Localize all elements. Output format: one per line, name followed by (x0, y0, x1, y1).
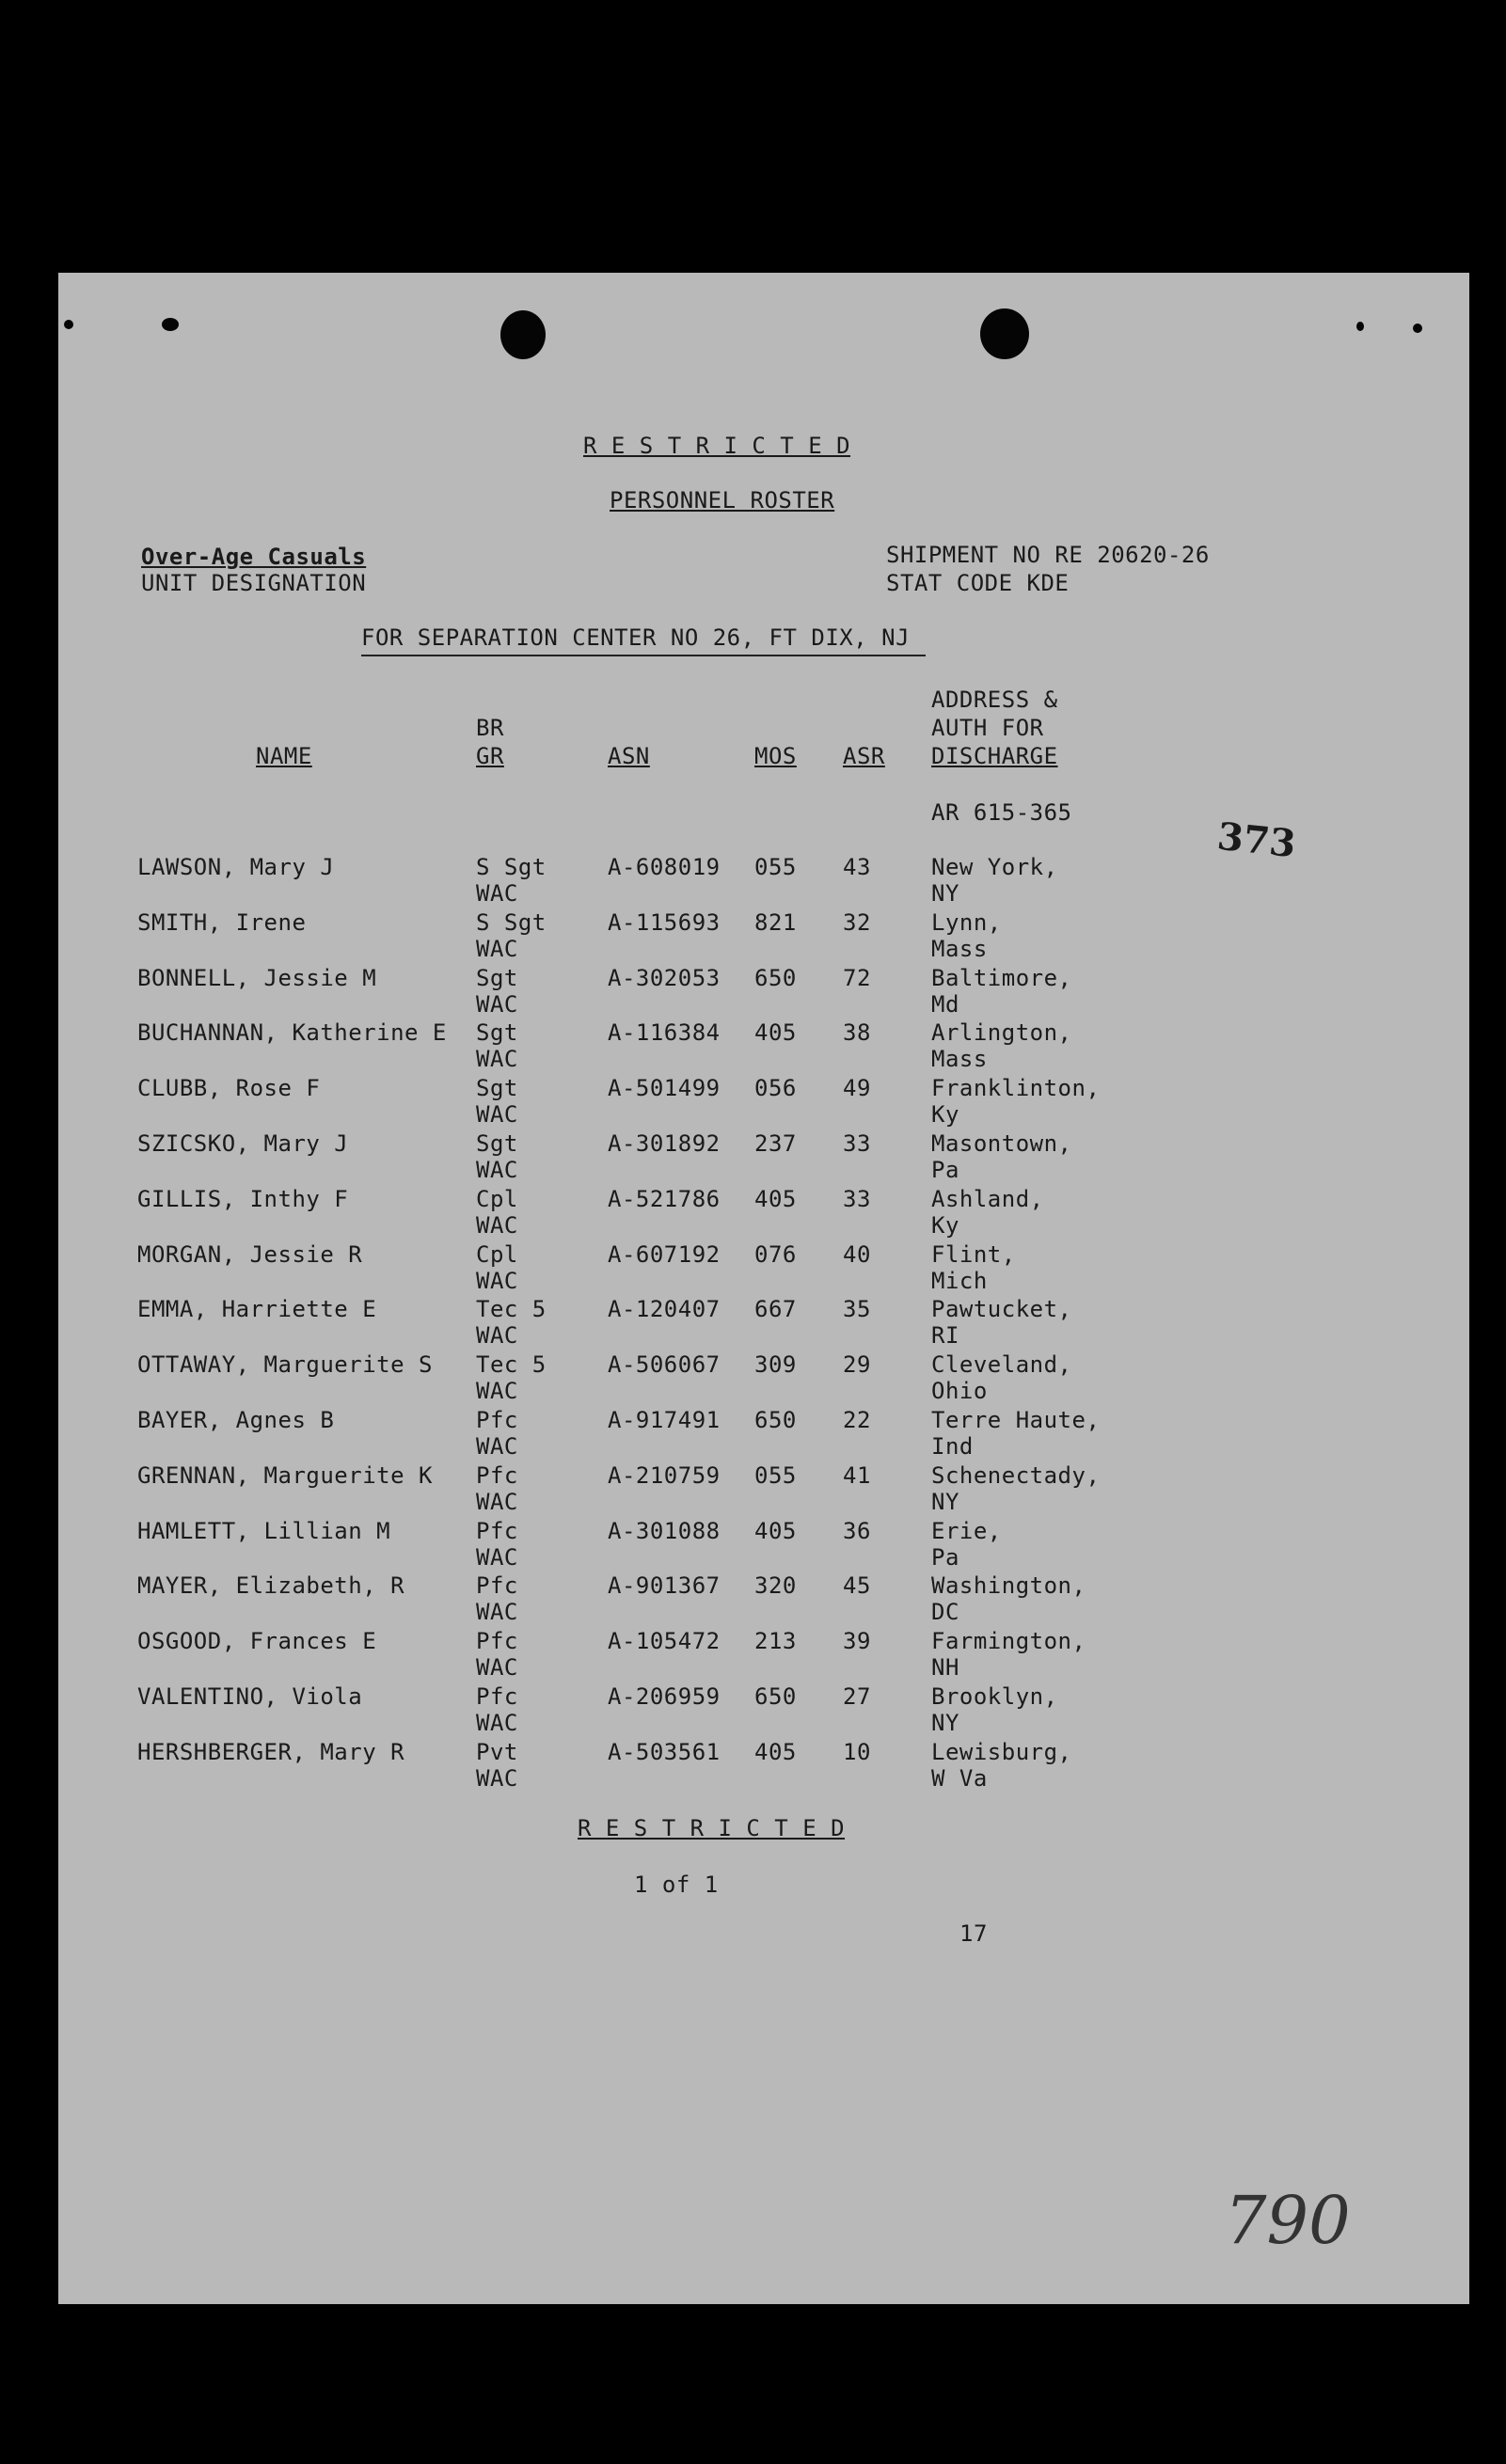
cell-mos: 055 (754, 1462, 797, 1489)
cell-branch: WAC (476, 936, 518, 962)
cell-asn: A-506067 (608, 1351, 721, 1378)
cell-mos: 213 (754, 1628, 797, 1654)
cell-mos: 055 (754, 854, 797, 880)
cell-name: BAYER, Agnes B (137, 1407, 335, 1433)
cell-grade: Sgt (476, 1019, 518, 1046)
cell-asr: 33 (843, 1130, 871, 1157)
page-number: 17 (959, 1920, 988, 1947)
cell-asr: 10 (843, 1739, 871, 1765)
cell-state: Ky (931, 1212, 959, 1239)
cell-city: Farmington, (931, 1628, 1086, 1654)
cell-name: BUCHANNAN, Katherine E (137, 1019, 447, 1046)
cell-asn: A-607192 (608, 1241, 721, 1268)
cell-name: VALENTINO, Viola (137, 1683, 363, 1710)
page-of-count: 1 of 1 (634, 1872, 719, 1898)
cell-asn: A-115693 (608, 909, 721, 936)
cell-mos: 405 (754, 1739, 797, 1765)
cell-grade: Sgt (476, 965, 518, 991)
cell-mos: 405 (754, 1518, 797, 1544)
cell-name: LAWSON, Mary J (137, 854, 335, 880)
cell-branch: WAC (476, 1654, 518, 1681)
document-page (58, 273, 1469, 2304)
column-name: NAME (256, 743, 312, 769)
cell-asr: 29 (843, 1351, 871, 1378)
cell-name: OTTAWAY, Marguerite S (137, 1351, 433, 1378)
cell-asr: 36 (843, 1518, 871, 1544)
cell-grade: Pfc (476, 1462, 518, 1489)
cell-asr: 49 (843, 1075, 871, 1101)
cell-asr: 32 (843, 909, 871, 936)
cell-state: NY (931, 1710, 959, 1736)
cell-asn: A-105472 (608, 1628, 721, 1654)
column-address-line2: AUTH FOR (931, 715, 1044, 741)
cell-state: Pa (931, 1544, 959, 1571)
cell-state: NY (931, 1489, 959, 1515)
cell-mos: 405 (754, 1019, 797, 1046)
cell-grade: Sgt (476, 1075, 518, 1101)
cell-branch: WAC (476, 1489, 518, 1515)
cell-mos: 821 (754, 909, 797, 936)
cell-city: Washington, (931, 1572, 1086, 1599)
cell-mos: 309 (754, 1351, 797, 1378)
cell-mos: 076 (754, 1241, 797, 1268)
cell-asn: A-917491 (608, 1407, 721, 1433)
cell-state: Ky (931, 1101, 959, 1128)
cell-state: NY (931, 880, 959, 907)
cell-asr: 41 (843, 1462, 871, 1489)
cell-branch: WAC (476, 1599, 518, 1625)
cell-asn: A-501499 (608, 1075, 721, 1101)
cell-city: Cleveland, (931, 1351, 1072, 1378)
cell-state: RI (931, 1322, 959, 1349)
cell-city: Brooklyn, (931, 1683, 1058, 1710)
cell-asn: A-503561 (608, 1739, 721, 1765)
cell-mos: 667 (754, 1296, 797, 1322)
punch-mark (162, 318, 179, 331)
cell-state: Ind (931, 1433, 974, 1460)
cell-grade: Pfc (476, 1518, 518, 1544)
cell-city: Erie, (931, 1518, 1002, 1544)
cell-city: New York, (931, 854, 1058, 880)
cell-city: Masontown, (931, 1130, 1072, 1157)
cell-city: Franklinton, (931, 1075, 1101, 1101)
cell-state: Mass (931, 936, 988, 962)
cell-name: HAMLETT, Lillian M (137, 1518, 391, 1544)
column-address-line1: ADDRESS & (931, 687, 1058, 713)
punch-mark (64, 320, 73, 329)
cell-asr: 43 (843, 854, 871, 880)
page-title: PERSONNEL ROSTER (610, 487, 835, 513)
cell-name: HERSHBERGER, Mary R (137, 1739, 405, 1765)
cell-state: DC (931, 1599, 959, 1625)
handwritten-number: 790 (1225, 2182, 1351, 2259)
stamp-number: 373 (1214, 813, 1298, 867)
column-branch-line2: GR (476, 743, 504, 769)
cell-name: OSGOOD, Frances E (137, 1628, 377, 1654)
cell-asn: A-608019 (608, 854, 721, 880)
column-branch-line1: BR (476, 715, 504, 741)
cell-state: Mich (931, 1268, 988, 1294)
cell-asr: 39 (843, 1628, 871, 1654)
restricted-heading-top: R E S T R I C T E D (583, 433, 851, 459)
cell-city: Ashland, (931, 1186, 1044, 1212)
cell-grade: Tec 5 (476, 1296, 547, 1322)
cell-name: GRENNAN, Marguerite K (137, 1462, 433, 1489)
cell-mos: 650 (754, 1683, 797, 1710)
cell-grade: Pfc (476, 1572, 518, 1599)
cell-city: Lewisburg, (931, 1739, 1072, 1765)
cell-mos: 650 (754, 965, 797, 991)
cell-branch: WAC (476, 1212, 518, 1239)
cell-asn: A-521786 (608, 1186, 721, 1212)
cell-city: Lynn, (931, 909, 1002, 936)
cell-name: GILLIS, Inthy F (137, 1186, 349, 1212)
cell-branch: WAC (476, 1710, 518, 1736)
cell-grade: S Sgt (476, 909, 547, 936)
cell-mos: 237 (754, 1130, 797, 1157)
column-asr: ASR (843, 743, 885, 769)
punch-mark (1356, 322, 1364, 331)
cell-name: MAYER, Elizabeth, R (137, 1572, 405, 1599)
cell-branch: WAC (476, 880, 518, 907)
unit-name: Over-Age Casuals (141, 544, 367, 570)
cell-branch: WAC (476, 1544, 518, 1571)
cell-grade: Pfc (476, 1628, 518, 1654)
cell-asn: A-116384 (608, 1019, 721, 1046)
cell-name: EMMA, Harriette E (137, 1296, 377, 1322)
destination-underline (361, 655, 926, 656)
cell-branch: WAC (476, 1101, 518, 1128)
cell-grade: S Sgt (476, 854, 547, 880)
cell-asr: 38 (843, 1019, 871, 1046)
cell-state: Md (931, 991, 959, 1018)
cell-branch: WAC (476, 1157, 518, 1183)
punch-mark (1413, 324, 1422, 333)
cell-asr: 27 (843, 1683, 871, 1710)
cell-asn: A-301088 (608, 1518, 721, 1544)
cell-name: CLUBB, Rose F (137, 1075, 321, 1101)
column-asn: ASN (608, 743, 650, 769)
cell-state: NH (931, 1654, 959, 1681)
cell-mos: 650 (754, 1407, 797, 1433)
discharge-authority: AR 615-365 (931, 799, 1072, 826)
cell-asn: A-120407 (608, 1296, 721, 1322)
cell-branch: WAC (476, 1765, 518, 1792)
column-address-line3: DISCHARGE (931, 743, 1058, 769)
punch-hole (500, 310, 546, 359)
cell-city: Baltimore, (931, 965, 1072, 991)
cell-grade: Tec 5 (476, 1351, 547, 1378)
cell-grade: Cpl (476, 1186, 518, 1212)
cell-asn: A-210759 (608, 1462, 721, 1489)
cell-name: MORGAN, Jessie R (137, 1241, 363, 1268)
cell-asr: 72 (843, 965, 871, 991)
cell-name: SMITH, Irene (137, 909, 307, 936)
cell-grade: Pvt (476, 1739, 518, 1765)
cell-asn: A-901367 (608, 1572, 721, 1599)
cell-grade: Pfc (476, 1683, 518, 1710)
restricted-heading-bottom: R E S T R I C T E D (578, 1815, 846, 1841)
unit-designation-label: UNIT DESIGNATION (141, 570, 367, 596)
cell-asn: A-302053 (608, 965, 721, 991)
cell-branch: WAC (476, 1322, 518, 1349)
cell-asr: 35 (843, 1296, 871, 1322)
cell-branch: WAC (476, 991, 518, 1018)
cell-mos: 320 (754, 1572, 797, 1599)
cell-grade: Sgt (476, 1130, 518, 1157)
cell-city: Arlington, (931, 1019, 1072, 1046)
punch-hole (980, 308, 1029, 359)
cell-mos: 405 (754, 1186, 797, 1212)
cell-asr: 40 (843, 1241, 871, 1268)
cell-asn: A-206959 (608, 1683, 721, 1710)
cell-state: Ohio (931, 1378, 988, 1404)
cell-city: Flint, (931, 1241, 1016, 1268)
cell-branch: WAC (476, 1046, 518, 1072)
cell-state: Pa (931, 1157, 959, 1183)
column-mos: MOS (754, 743, 797, 769)
cell-name: SZICSKO, Mary J (137, 1130, 349, 1157)
cell-asn: A-301892 (608, 1130, 721, 1157)
cell-city: Terre Haute, (931, 1407, 1101, 1433)
cell-name: BONNELL, Jessie M (137, 965, 377, 991)
cell-grade: Cpl (476, 1241, 518, 1268)
cell-state: W Va (931, 1765, 988, 1792)
cell-mos: 056 (754, 1075, 797, 1101)
stat-code: STAT CODE KDE (886, 570, 1070, 596)
destination-line: FOR SEPARATION CENTER NO 26, FT DIX, NJ (361, 624, 911, 651)
cell-branch: WAC (476, 1433, 518, 1460)
cell-branch: WAC (476, 1378, 518, 1404)
cell-asr: 22 (843, 1407, 871, 1433)
shipment-number: SHIPMENT NO RE 20620-26 (886, 542, 1210, 568)
cell-state: Mass (931, 1046, 988, 1072)
cell-branch: WAC (476, 1268, 518, 1294)
cell-city: Pawtucket, (931, 1296, 1072, 1322)
cell-city: Schenectady, (931, 1462, 1101, 1489)
cell-asr: 45 (843, 1572, 871, 1599)
cell-grade: Pfc (476, 1407, 518, 1433)
cell-asr: 33 (843, 1186, 871, 1212)
